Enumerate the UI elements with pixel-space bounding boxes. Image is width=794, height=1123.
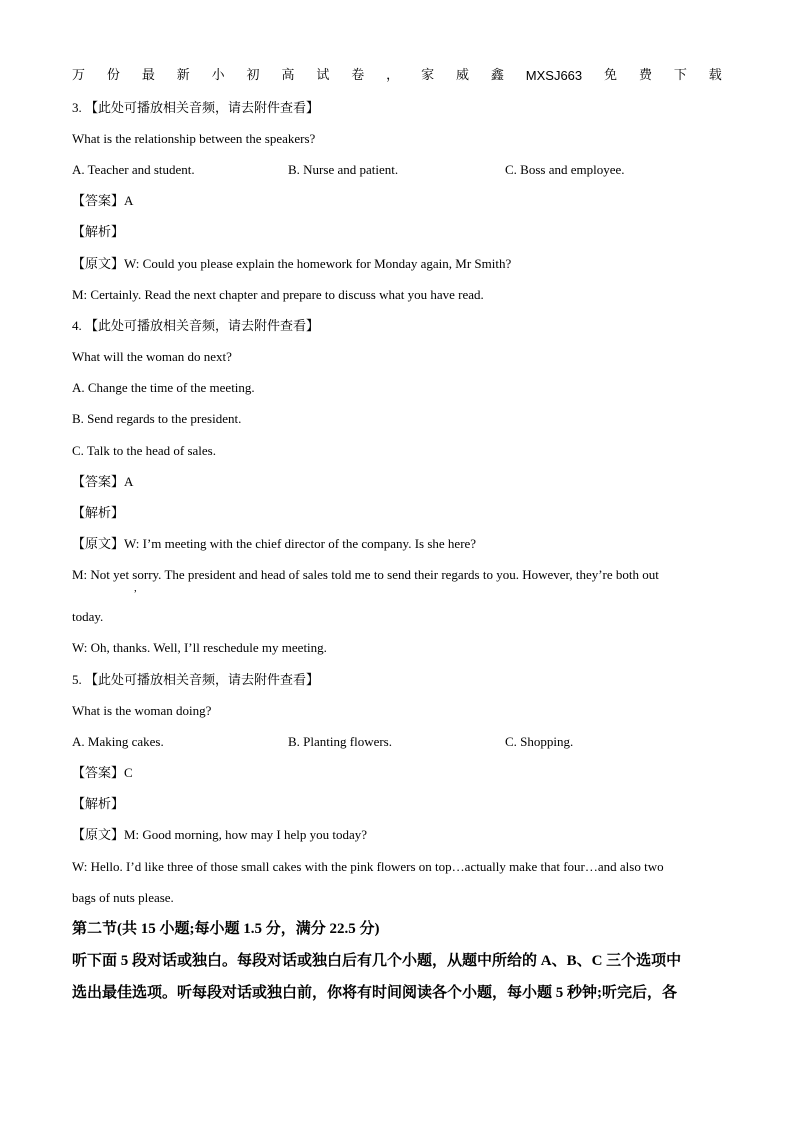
q4-title: 4. 【此处可播放相关音频，请去附件查看】 [72,318,320,333]
q4-question: What will the woman do next? [72,349,232,364]
q3-title: 3. 【此处可播放相关音频，请去附件查看】 [72,100,320,115]
q5-option-a: A. Making cakes. [72,734,164,749]
q3-answer: 【答案】A [72,193,134,208]
page-header [72,68,722,84]
header-char: 下 [673,68,687,83]
q5-option-c: C. Shopping. [505,734,574,749]
header-char: 万 [72,68,86,83]
q3-option-b: B. Nurse and patient. [288,162,399,177]
section-heading: 第二节(共 15 小题;每小题 1.5 分，满分 22.5 分) [72,921,380,937]
header-char: ， [386,68,400,83]
q5-question: What is the woman doing? [72,703,212,718]
q5-transcript-line: bags of nuts please. [72,890,174,905]
q5-analysis: 【解析】 [72,796,125,811]
header-char: 卷 [351,68,365,83]
header-char: 份 [106,68,120,83]
header-char: 鑫 [490,68,504,83]
header-char: 小 [211,68,225,83]
q4-analysis: 【解析】 [72,505,125,520]
header-char: 免 [604,68,618,83]
header-char: 威 [455,68,469,83]
q3-transcript-line: M: Certainly. Read the next chapter and prepare to discuss what you have read. [72,287,484,302]
header-char: 最 [141,68,155,83]
q5-transcript-line: W: Hello. I’d like three of those small cakes with the pink flowers on top…actually make that four…and also two [72,859,664,874]
header-char: 初 [246,68,260,83]
q5-title: 5. 【此处可播放相关音频，请去附件查看】 [72,672,320,687]
q3-options [72,162,722,178]
q3-option-c: C. Boss and employee. [505,162,625,177]
q5-options [72,734,722,750]
q4-transcript-line: M: Not yet sorry. The president and head of sales told me to send their regards to you. However, they’re both out [72,567,659,582]
q3-question: What is the relationship between the speakers? [72,131,316,146]
q5-transcript-line: 【原文】M: Good morning, how may I help you today? [72,827,367,842]
q4-option-a: A. Change the time of the meeting. [72,380,255,395]
header-char: 试 [316,68,330,83]
q4-transcript-line: W: Oh, thanks. Well, I’ll reschedule my meeting. [72,640,327,655]
header-char: 新 [176,68,190,83]
q3-transcript-line: 【原文】W: Could you please explain the homework for Monday again, Mr Smith? [72,256,512,271]
q3-analysis: 【解析】 [72,224,125,239]
header-char: 费 [638,68,652,83]
q5-answer: 【答案】C [72,765,133,780]
q4-transcript-line: today. [72,609,104,624]
header-code: MXSJ663 [525,68,583,83]
q4-answer: 【答案】A [72,474,134,489]
section-instructions-line: 选出最佳选项。听每段对话或独白前，你将有时间阅读各个小题，每小题 5 秒钟;听完后，各 [72,985,677,1001]
stray-comma-mark: , [134,582,137,594]
header-char: 家 [421,68,435,83]
q4-option-c: C. Talk to the head of sales. [72,443,216,458]
header-char: 载 [708,68,722,83]
header-char: 高 [281,68,295,83]
q4-option-b: B. Send regards to the president. [72,411,242,426]
q5-option-b: B. Planting flowers. [288,734,392,749]
section-instructions-line: 听下面 5 段对话或独白。每段对话或独白后有几个小题，从题中所给的 A、B、C 三个选项中 [72,953,682,969]
q3-option-a: A. Teacher and student. [72,162,195,177]
q4-transcript-line: 【原文】W: I’m meeting with the chief director of the company. Is she here? [72,536,477,551]
